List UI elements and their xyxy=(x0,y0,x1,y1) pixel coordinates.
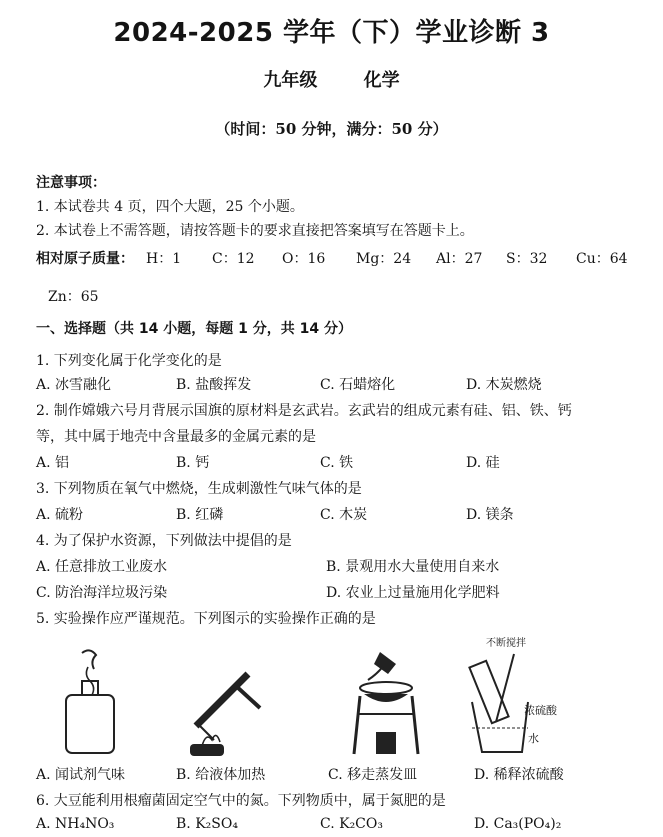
option-d: D. 稀释浓硫酸 xyxy=(474,767,564,783)
option-d: D. 镁条 xyxy=(466,507,514,523)
question-stem: 5. 实验操作应严谨规范。下列图示的实验操作正确的是 xyxy=(36,611,376,627)
atomic-mass-item: S：32 xyxy=(506,251,548,267)
grade-subject xyxy=(0,66,663,92)
option-c: C. 移走蒸发皿 xyxy=(328,767,418,783)
option-a: A. 铝 xyxy=(36,455,70,471)
note-item: 1. 本试卷共 4 页，四个大题，25 个小题。 xyxy=(36,199,304,215)
atomic-mass-item: H：1 xyxy=(146,251,182,267)
figure-smell-reagent xyxy=(58,645,128,757)
option-d: D. Ca₃(PO₄)₂ xyxy=(474,816,562,832)
option-b: B. 景观用水大量使用自来水 xyxy=(326,559,500,575)
question-stem: 3. 下列物质在氧气中燃烧，生成刺激性气味气体的是 xyxy=(36,481,362,497)
atomic-mass-item: Zn：65 xyxy=(48,289,99,305)
option-b: B. 给液体加热 xyxy=(176,767,266,783)
question-stem-continued: 等，其中属于地壳中含量最多的金属元素的是 xyxy=(36,429,316,445)
time-info: （时间：50 分钟，满分：50 分） xyxy=(215,120,448,138)
atomic-mass-item: Al：27 xyxy=(436,251,483,267)
option-a: A. NH₄NO₃ xyxy=(36,816,115,832)
question-stem: 4. 为了保护水资源，下列做法中提倡的是 xyxy=(36,533,292,549)
atomic-masses-label: 相对原子质量： xyxy=(36,251,134,267)
option-b: B. K₂SO₄ xyxy=(176,816,238,832)
option-a: A. 硫粉 xyxy=(36,507,84,523)
figure-heat-liquid xyxy=(176,652,266,758)
note-item: 2. 本试卷上不需答题，请按答题卡的要求直接把答案填写在答题卡上。 xyxy=(36,223,474,239)
option-d: D. 木炭燃烧 xyxy=(466,377,542,393)
option-b: B. 钙 xyxy=(176,455,210,471)
option-d: D. 硅 xyxy=(466,455,500,471)
question-stem: 6. 大豆能利用根瘤菌固定空气中的氮。下列物质中，属于氮肥的是 xyxy=(36,793,446,809)
option-a: A. 冰雪融化 xyxy=(36,377,112,393)
grade-label: 九年级 xyxy=(263,70,318,91)
option-a: A. 闻试剂气味 xyxy=(36,767,126,783)
atomic-mass-item: C：12 xyxy=(212,251,255,267)
section-heading: 一、选择题（共 14 小题，每题 1 分，共 14 分） xyxy=(36,321,352,337)
option-b: B. 红磷 xyxy=(176,507,224,523)
option-c: C. K₂CO₃ xyxy=(320,816,383,832)
option-b: B. 盐酸挥发 xyxy=(176,377,252,393)
question-stem: 1. 下列变化属于化学变化的是 xyxy=(36,353,222,369)
option-d: D. 农业上过量施用化学肥料 xyxy=(326,585,500,601)
option-c: C. 铁 xyxy=(320,455,354,471)
atomic-mass-item: O：16 xyxy=(282,251,326,267)
option-c: C. 木炭 xyxy=(320,507,368,523)
atomic-masses xyxy=(36,248,636,268)
figure-label-acid: 浓硫酸 xyxy=(524,704,557,717)
option-c: C. 石蜡熔化 xyxy=(320,377,396,393)
option-a: A. 任意排放工业废水 xyxy=(36,559,168,575)
figure-label-stir: 不断搅拌 xyxy=(486,638,526,649)
figure-move-evaporating-dish xyxy=(350,648,422,758)
atomic-mass-item: Mg：24 xyxy=(356,251,412,267)
atomic-mass-item: Cu：64 xyxy=(576,251,628,267)
exam-title: 2024-2025 学年（下）学业诊断 3 xyxy=(113,18,550,48)
figure-label-water: 水 xyxy=(528,732,539,745)
option-c: C. 防治海洋垃圾污染 xyxy=(36,585,168,601)
notes-heading: 注意事项： xyxy=(36,175,106,191)
question-stem: 2. 制作嫦娥六号月背展示国旗的原材料是玄武岩。玄武岩的组成元素有硅、铝、铁、钙 xyxy=(36,403,572,419)
figure-dilute-sulfuric-acid xyxy=(466,632,576,757)
subject-label: 化学 xyxy=(363,70,400,91)
